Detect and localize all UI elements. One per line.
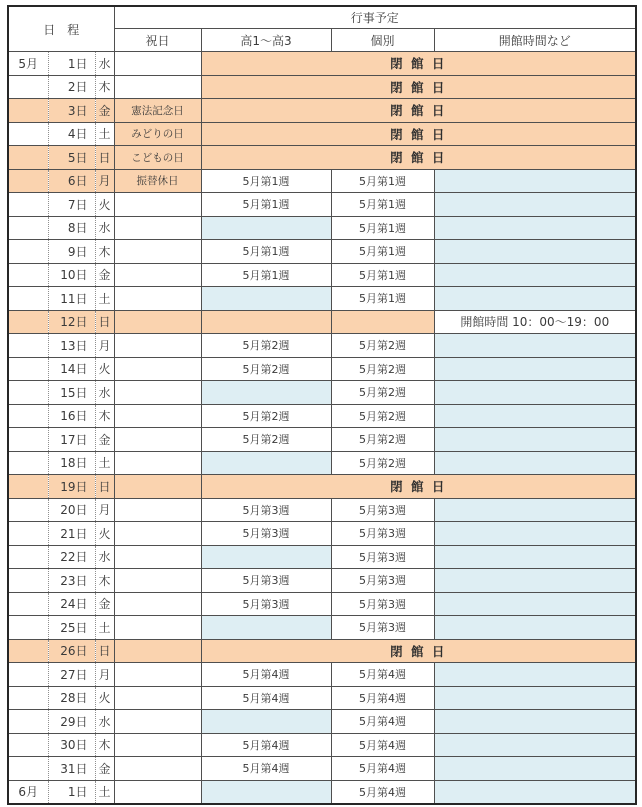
weekday-cell: 水: [95, 381, 114, 405]
weekday-cell: 月: [95, 169, 114, 193]
month-cell: [8, 428, 48, 452]
kobetsu-week-cell: 5月第2週: [331, 404, 434, 428]
schedule-row: [8, 169, 636, 193]
holiday-cell: [114, 733, 201, 757]
opening-hours-cell: [434, 428, 636, 452]
holiday-cell: [114, 404, 201, 428]
schedule-row: [8, 240, 636, 264]
month-cell: [8, 169, 48, 193]
kobetsu-week-cell: 5月第2週: [331, 357, 434, 381]
highschool-week-cell: 5月第1週: [201, 263, 331, 287]
highschool-week-cell: 5月第4週: [201, 663, 331, 687]
day-cell: 10日: [48, 263, 95, 287]
holiday-cell: [114, 592, 201, 616]
day-cell: 1日: [48, 52, 95, 76]
holiday-cell: [114, 616, 201, 640]
weekday-cell: 水: [95, 216, 114, 240]
weekday-cell: 土: [95, 122, 114, 146]
schedule-row: [8, 569, 636, 593]
highschool-week-cell: 5月第2週: [201, 334, 331, 358]
holiday-cell: [114, 686, 201, 710]
holiday-cell: [114, 75, 201, 99]
holiday-cell: [114, 357, 201, 381]
opening-hours-cell: [434, 404, 636, 428]
closed-day-cell: 閉 館 日: [201, 146, 636, 170]
day-cell: 14日: [48, 357, 95, 381]
kobetsu-week-cell: 5月第3週: [331, 592, 434, 616]
weekday-cell: 月: [95, 334, 114, 358]
opening-hours-cell: [434, 263, 636, 287]
weekday-cell: 金: [95, 99, 114, 123]
kobetsu-week-cell: 5月第4週: [331, 663, 434, 687]
schedule-body: [8, 52, 636, 805]
schedule-row: [8, 99, 636, 123]
kobetsu-week-cell: [331, 310, 434, 334]
holiday-cell: [114, 522, 201, 546]
weekday-cell: 火: [95, 686, 114, 710]
month-cell: [8, 193, 48, 217]
schedule-row: [8, 334, 636, 358]
schedule-row: [8, 616, 636, 640]
month-cell: [8, 710, 48, 734]
closed-day-cell: 閉 館 日: [201, 639, 636, 663]
day-cell: 5日: [48, 146, 95, 170]
kobetsu-week-cell: 5月第3週: [331, 545, 434, 569]
day-cell: 23日: [48, 569, 95, 593]
holiday-cell: [114, 451, 201, 475]
highschool-week-cell: 5月第3週: [201, 498, 331, 522]
kobetsu-week-cell: 5月第3週: [331, 616, 434, 640]
schedule-row: [8, 451, 636, 475]
month-cell: [8, 475, 48, 499]
opening-hours-cell: [434, 733, 636, 757]
day-cell: 4日: [48, 122, 95, 146]
highschool-week-cell: 5月第1週: [201, 240, 331, 264]
day-cell: 20日: [48, 498, 95, 522]
opening-hours-cell: [434, 616, 636, 640]
weekday-cell: 木: [95, 75, 114, 99]
weekday-cell: 火: [95, 357, 114, 381]
month-cell: [8, 592, 48, 616]
holiday-cell: [114, 498, 201, 522]
schedule-row: [8, 357, 636, 381]
kobetsu-week-cell: 5月第3週: [331, 569, 434, 593]
kobetsu-week-cell: 5月第4週: [331, 757, 434, 781]
schedule-row: [8, 52, 636, 76]
month-cell: [8, 451, 48, 475]
kobetsu-week-cell: 5月第1週: [331, 263, 434, 287]
month-cell: [8, 263, 48, 287]
highschool-week-cell: [201, 710, 331, 734]
weekday-cell: 水: [95, 52, 114, 76]
highschool-week-cell: [201, 451, 331, 475]
column-header-hours: 開館時間など: [434, 29, 636, 52]
day-cell: 18日: [48, 451, 95, 475]
month-cell: [8, 122, 48, 146]
weekday-cell: 土: [95, 287, 114, 311]
day-cell: 8日: [48, 216, 95, 240]
column-header-holiday: 祝日: [114, 29, 201, 52]
day-cell: 22日: [48, 545, 95, 569]
column-header-kobetsu: 個別: [331, 29, 434, 52]
opening-hours-cell: [434, 498, 636, 522]
closed-day-cell: 閉 館 日: [201, 52, 636, 76]
day-cell: 17日: [48, 428, 95, 452]
column-header-highschool: 高1～高3: [201, 29, 331, 52]
day-cell: 12日: [48, 310, 95, 334]
month-cell: 6月: [8, 780, 48, 804]
holiday-cell: [114, 569, 201, 593]
opening-hours-cell: [434, 169, 636, 193]
highschool-week-cell: 5月第3週: [201, 569, 331, 593]
opening-hours-cell: [434, 686, 636, 710]
holiday-cell: [114, 310, 201, 334]
weekday-cell: 日: [95, 310, 114, 334]
schedule-row: [8, 522, 636, 546]
day-cell: 31日: [48, 757, 95, 781]
highschool-week-cell: 5月第3週: [201, 522, 331, 546]
weekday-cell: 日: [95, 146, 114, 170]
day-cell: 21日: [48, 522, 95, 546]
holiday-cell: [114, 193, 201, 217]
opening-hours-cell: [434, 592, 636, 616]
weekday-cell: 木: [95, 240, 114, 264]
month-cell: [8, 663, 48, 687]
holiday-cell: こどもの日: [114, 146, 201, 170]
opening-hours-cell: [434, 757, 636, 781]
weekday-cell: 火: [95, 522, 114, 546]
highschool-week-cell: 5月第3週: [201, 592, 331, 616]
highschool-week-cell: 5月第4週: [201, 686, 331, 710]
weekday-cell: 金: [95, 428, 114, 452]
holiday-cell: 振替休日: [114, 169, 201, 193]
kobetsu-week-cell: 5月第1週: [331, 193, 434, 217]
weekday-cell: 土: [95, 451, 114, 475]
day-cell: 19日: [48, 475, 95, 499]
month-cell: [8, 357, 48, 381]
highschool-week-cell: 5月第1週: [201, 193, 331, 217]
schedule-row: [8, 733, 636, 757]
highschool-week-cell: [201, 310, 331, 334]
schedule-row: [8, 146, 636, 170]
monthly-schedule-table: [7, 5, 637, 805]
opening-hours-cell: [434, 545, 636, 569]
month-cell: [8, 522, 48, 546]
schedule-row: [8, 757, 636, 781]
opening-hours-cell: [434, 381, 636, 405]
month-cell: [8, 404, 48, 428]
month-cell: [8, 334, 48, 358]
month-cell: [8, 240, 48, 264]
schedule-row: [8, 381, 636, 405]
holiday-cell: [114, 428, 201, 452]
month-cell: 5月: [8, 52, 48, 76]
day-cell: 2日: [48, 75, 95, 99]
month-cell: [8, 569, 48, 593]
highschool-week-cell: [201, 216, 331, 240]
kobetsu-week-cell: 5月第4週: [331, 686, 434, 710]
weekday-cell: 水: [95, 710, 114, 734]
schedule-row: [8, 216, 636, 240]
month-cell: [8, 99, 48, 123]
month-cell: [8, 146, 48, 170]
highschool-week-cell: 5月第1週: [201, 169, 331, 193]
kobetsu-week-cell: 5月第1週: [331, 216, 434, 240]
opening-hours-cell: [434, 780, 636, 804]
schedule-row: [8, 686, 636, 710]
day-cell: 30日: [48, 733, 95, 757]
day-cell: 26日: [48, 639, 95, 663]
kobetsu-week-cell: 5月第3週: [331, 522, 434, 546]
day-cell: 9日: [48, 240, 95, 264]
holiday-cell: [114, 757, 201, 781]
highschool-week-cell: [201, 287, 331, 311]
kobetsu-week-cell: 5月第1週: [331, 287, 434, 311]
day-cell: 11日: [48, 287, 95, 311]
weekday-cell: 水: [95, 545, 114, 569]
day-cell: 29日: [48, 710, 95, 734]
schedule-row: [8, 663, 636, 687]
holiday-cell: [114, 263, 201, 287]
holiday-cell: [114, 545, 201, 569]
month-cell: [8, 287, 48, 311]
weekday-cell: 土: [95, 616, 114, 640]
highschool-week-cell: 5月第4週: [201, 757, 331, 781]
month-cell: [8, 686, 48, 710]
weekday-cell: 金: [95, 592, 114, 616]
kobetsu-week-cell: 5月第1週: [331, 240, 434, 264]
opening-hours-cell: [434, 193, 636, 217]
opening-hours-cell: [434, 451, 636, 475]
holiday-cell: [114, 475, 201, 499]
schedule-row: [8, 545, 636, 569]
day-cell: 13日: [48, 334, 95, 358]
weekday-cell: 土: [95, 780, 114, 804]
holiday-cell: [114, 287, 201, 311]
header-row-top: [8, 6, 636, 29]
highschool-week-cell: 5月第2週: [201, 357, 331, 381]
kobetsu-week-cell: 5月第1週: [331, 169, 434, 193]
closed-day-cell: 閉 館 日: [201, 475, 636, 499]
month-cell: [8, 545, 48, 569]
weekday-cell: 日: [95, 639, 114, 663]
closed-day-cell: 閉 館 日: [201, 99, 636, 123]
weekday-cell: 金: [95, 263, 114, 287]
holiday-cell: [114, 52, 201, 76]
schedule-row: [8, 710, 636, 734]
holiday-cell: [114, 663, 201, 687]
schedule-row: [8, 75, 636, 99]
highschool-week-cell: [201, 780, 331, 804]
day-cell: 16日: [48, 404, 95, 428]
opening-hours-cell: [434, 216, 636, 240]
month-cell: [8, 498, 48, 522]
opening-hours-cell: [434, 522, 636, 546]
schedule-row: [8, 263, 636, 287]
kobetsu-week-cell: 5月第4週: [331, 710, 434, 734]
kobetsu-week-cell: 5月第2週: [331, 381, 434, 405]
schedule-row: [8, 639, 636, 663]
highschool-week-cell: [201, 545, 331, 569]
month-cell: [8, 310, 48, 334]
schedule-row: [8, 780, 636, 804]
holiday-cell: [114, 780, 201, 804]
schedule-row: [8, 310, 636, 334]
holiday-cell: [114, 240, 201, 264]
holiday-cell: [114, 216, 201, 240]
schedule-row: [8, 193, 636, 217]
opening-hours-cell: [434, 710, 636, 734]
opening-hours-cell: [434, 357, 636, 381]
highschool-week-cell: 5月第4週: [201, 733, 331, 757]
holiday-cell: [114, 334, 201, 358]
opening-hours-cell: [434, 287, 636, 311]
day-cell: 3日: [48, 99, 95, 123]
kobetsu-week-cell: 5月第2週: [331, 428, 434, 452]
month-cell: [8, 216, 48, 240]
kobetsu-week-cell: 5月第2週: [331, 334, 434, 358]
event-group-header: 行事予定: [114, 6, 636, 29]
weekday-cell: 金: [95, 757, 114, 781]
schedule-row: [8, 498, 636, 522]
month-cell: [8, 757, 48, 781]
schedule-row: [8, 404, 636, 428]
table-header: [8, 6, 636, 52]
kobetsu-week-cell: 5月第2週: [331, 451, 434, 475]
opening-hours-cell: [434, 663, 636, 687]
month-cell: [8, 733, 48, 757]
highschool-week-cell: 5月第2週: [201, 428, 331, 452]
schedule-row: [8, 592, 636, 616]
highschool-week-cell: [201, 616, 331, 640]
schedule-row: [8, 122, 636, 146]
day-cell: 1日: [48, 780, 95, 804]
day-cell: 6日: [48, 169, 95, 193]
closed-day-cell: 閉 館 日: [201, 75, 636, 99]
day-cell: 7日: [48, 193, 95, 217]
day-cell: 28日: [48, 686, 95, 710]
opening-hours-cell: [434, 334, 636, 358]
closed-day-cell: 閉 館 日: [201, 122, 636, 146]
opening-hours-cell: [434, 240, 636, 264]
day-cell: 27日: [48, 663, 95, 687]
holiday-cell: [114, 381, 201, 405]
highschool-week-cell: [201, 381, 331, 405]
month-cell: [8, 616, 48, 640]
kobetsu-week-cell: 5月第4週: [331, 733, 434, 757]
weekday-cell: 木: [95, 404, 114, 428]
day-cell: 15日: [48, 381, 95, 405]
holiday-cell: [114, 639, 201, 663]
opening-hours-cell: [434, 569, 636, 593]
opening-hours-cell: 開館時間 10：00～19：00: [434, 310, 636, 334]
weekday-cell: 木: [95, 569, 114, 593]
weekday-cell: 火: [95, 193, 114, 217]
weekday-cell: 日: [95, 475, 114, 499]
schedule-row: [8, 287, 636, 311]
weekday-cell: 木: [95, 733, 114, 757]
weekday-cell: 月: [95, 663, 114, 687]
weekday-cell: 月: [95, 498, 114, 522]
month-cell: [8, 639, 48, 663]
schedule-row: [8, 475, 636, 499]
kobetsu-week-cell: 5月第3週: [331, 498, 434, 522]
holiday-cell: 憲法記念日: [114, 99, 201, 123]
holiday-cell: [114, 710, 201, 734]
day-cell: 24日: [48, 592, 95, 616]
kobetsu-week-cell: 5月第4週: [331, 780, 434, 804]
schedule-row: [8, 428, 636, 452]
holiday-cell: みどりの日: [114, 122, 201, 146]
month-cell: [8, 75, 48, 99]
day-cell: 25日: [48, 616, 95, 640]
highschool-week-cell: 5月第2週: [201, 404, 331, 428]
date-group-header: 日 程: [8, 6, 114, 52]
month-cell: [8, 381, 48, 405]
